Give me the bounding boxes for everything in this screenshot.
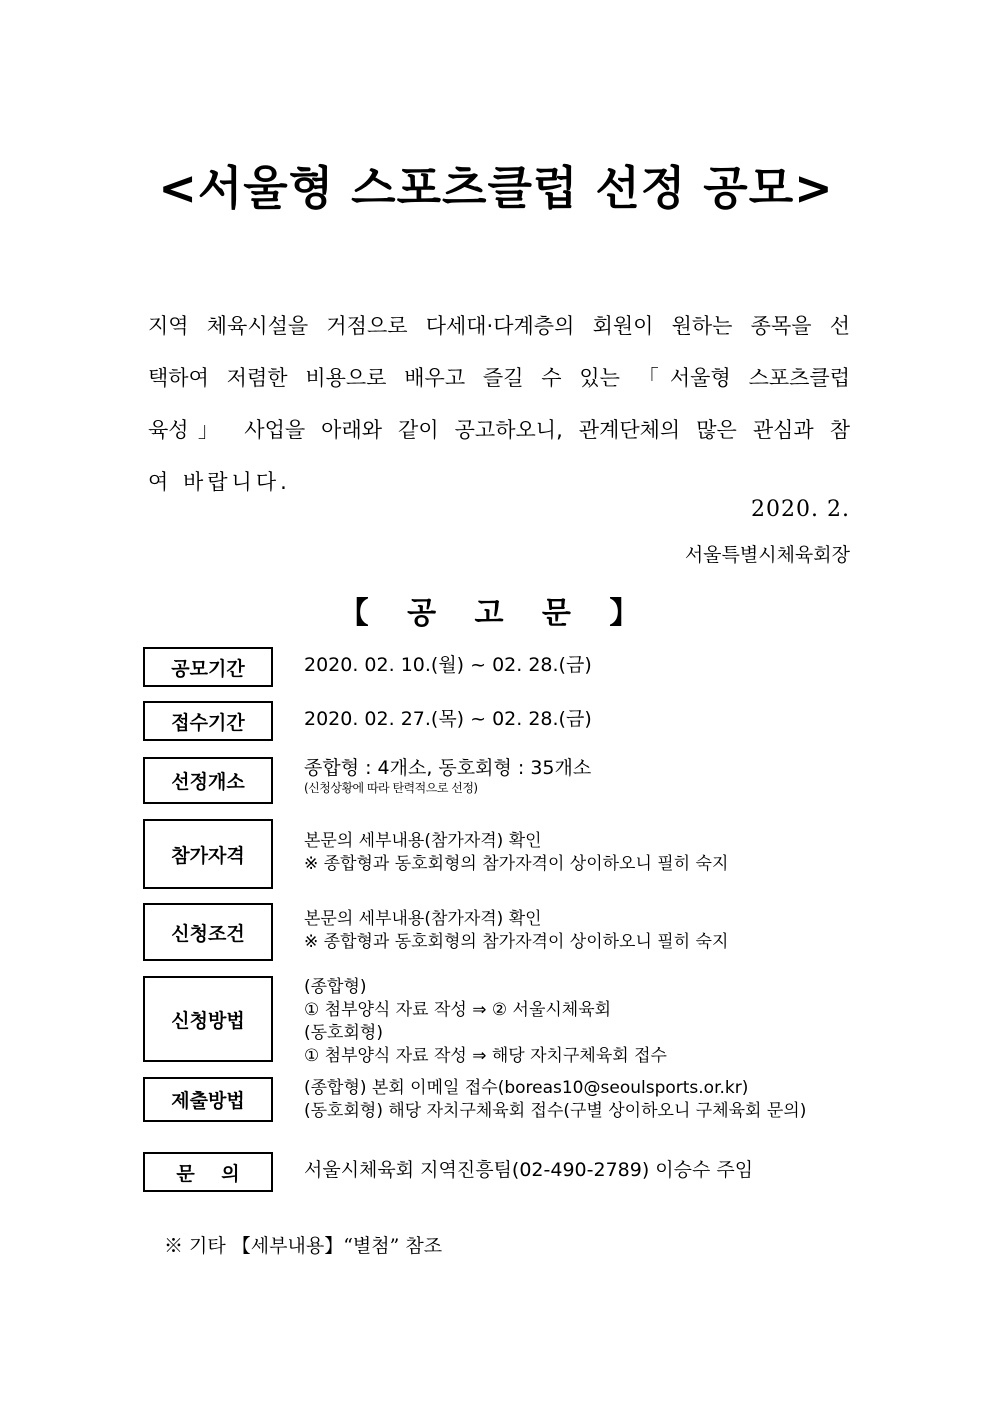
intro-line: 지역 체육시설을 거점으로 다세대·다계층의 회원이 원하는 종목을 선 xyxy=(148,314,850,338)
row-label: 공모기간 xyxy=(143,647,273,687)
row-label: 신청조건 xyxy=(143,903,273,961)
row-line: 종합형 : 4개소, 동호회형 : 35개소 xyxy=(304,757,592,779)
row-content xyxy=(304,708,592,731)
row-content xyxy=(304,654,592,677)
notice-date: 2020. 2. xyxy=(751,497,850,522)
intro-line: 여 바랍니다. xyxy=(148,470,291,494)
intro-line: 육성」 사업을 아래와 같이 공고하오니, 관계단체의 많은 관심과 참 xyxy=(148,418,850,442)
row-line: 2020. 02. 27.(목) ~ 02. 28.(금) xyxy=(304,708,592,730)
row-content xyxy=(304,1159,753,1182)
intro-paragraph xyxy=(148,300,850,508)
row-line: ※ 종합형과 동호회형의 참가자격이 상이하오니 필히 숙지 xyxy=(304,854,729,874)
row-line: (동호회형) 해당 자치구체육회 접수(구별 상이하오니 구체육회 문의) xyxy=(304,1101,807,1121)
intro-line: 택하여 저렴한 비용으로 배우고 즐길 수 있는 「서울형 스포츠클럽 xyxy=(148,366,850,390)
page-title: <서울형 스포츠클럽 선정 공모> xyxy=(158,161,834,215)
row-content xyxy=(304,908,728,954)
row-line: 본문의 세부내용(참가자격) 확인 xyxy=(304,831,542,851)
row-content xyxy=(304,757,591,796)
row-line: ① 첨부양식 자료 작성 ⇒ ② 서울시체육회 xyxy=(304,1000,612,1020)
row-line: 서울시체육회 지역진흥팀(02-490-2789) 이승수 주임 xyxy=(304,1159,754,1181)
row-line: 2020. 02. 10.(월) ~ 02. 28.(금) xyxy=(304,654,592,676)
row-line: 본문의 세부내용(참가자격) 확인 xyxy=(304,909,542,929)
row-line: (동호회형) xyxy=(304,1023,383,1043)
row-note: (신청상황에 따라 탄력적으로 선정) xyxy=(304,781,478,795)
row-content xyxy=(304,976,667,1068)
row-label: 문 의 xyxy=(143,1152,273,1192)
row-label: 접수기간 xyxy=(143,701,273,741)
row-label: 신청방법 xyxy=(143,976,273,1062)
row-line: ※ 종합형과 동호회형의 참가자격이 상이하오니 필히 숙지 xyxy=(304,932,729,952)
row-line: (종합형) 본회 이메일 접수(boreas10@seoulsports.or.kr) xyxy=(304,1078,749,1098)
row-content xyxy=(304,1077,806,1123)
issuer-name: 서울특별시체육회장 xyxy=(684,544,850,566)
row-line: ① 첨부양식 자료 작성 ⇒ 해당 자치구체육회 접수 xyxy=(304,1046,667,1066)
row-label: 제출방법 xyxy=(143,1077,273,1122)
row-label: 참가자격 xyxy=(143,819,273,889)
row-content xyxy=(304,830,728,876)
footer-note: ※ 기타 【세부내용】“별첨” 참조 xyxy=(164,1235,443,1257)
row-label: 선정개소 xyxy=(143,757,273,804)
row-line: (종합형) xyxy=(304,977,367,997)
notice-heading: 【 공 고 문 】 xyxy=(338,596,654,631)
